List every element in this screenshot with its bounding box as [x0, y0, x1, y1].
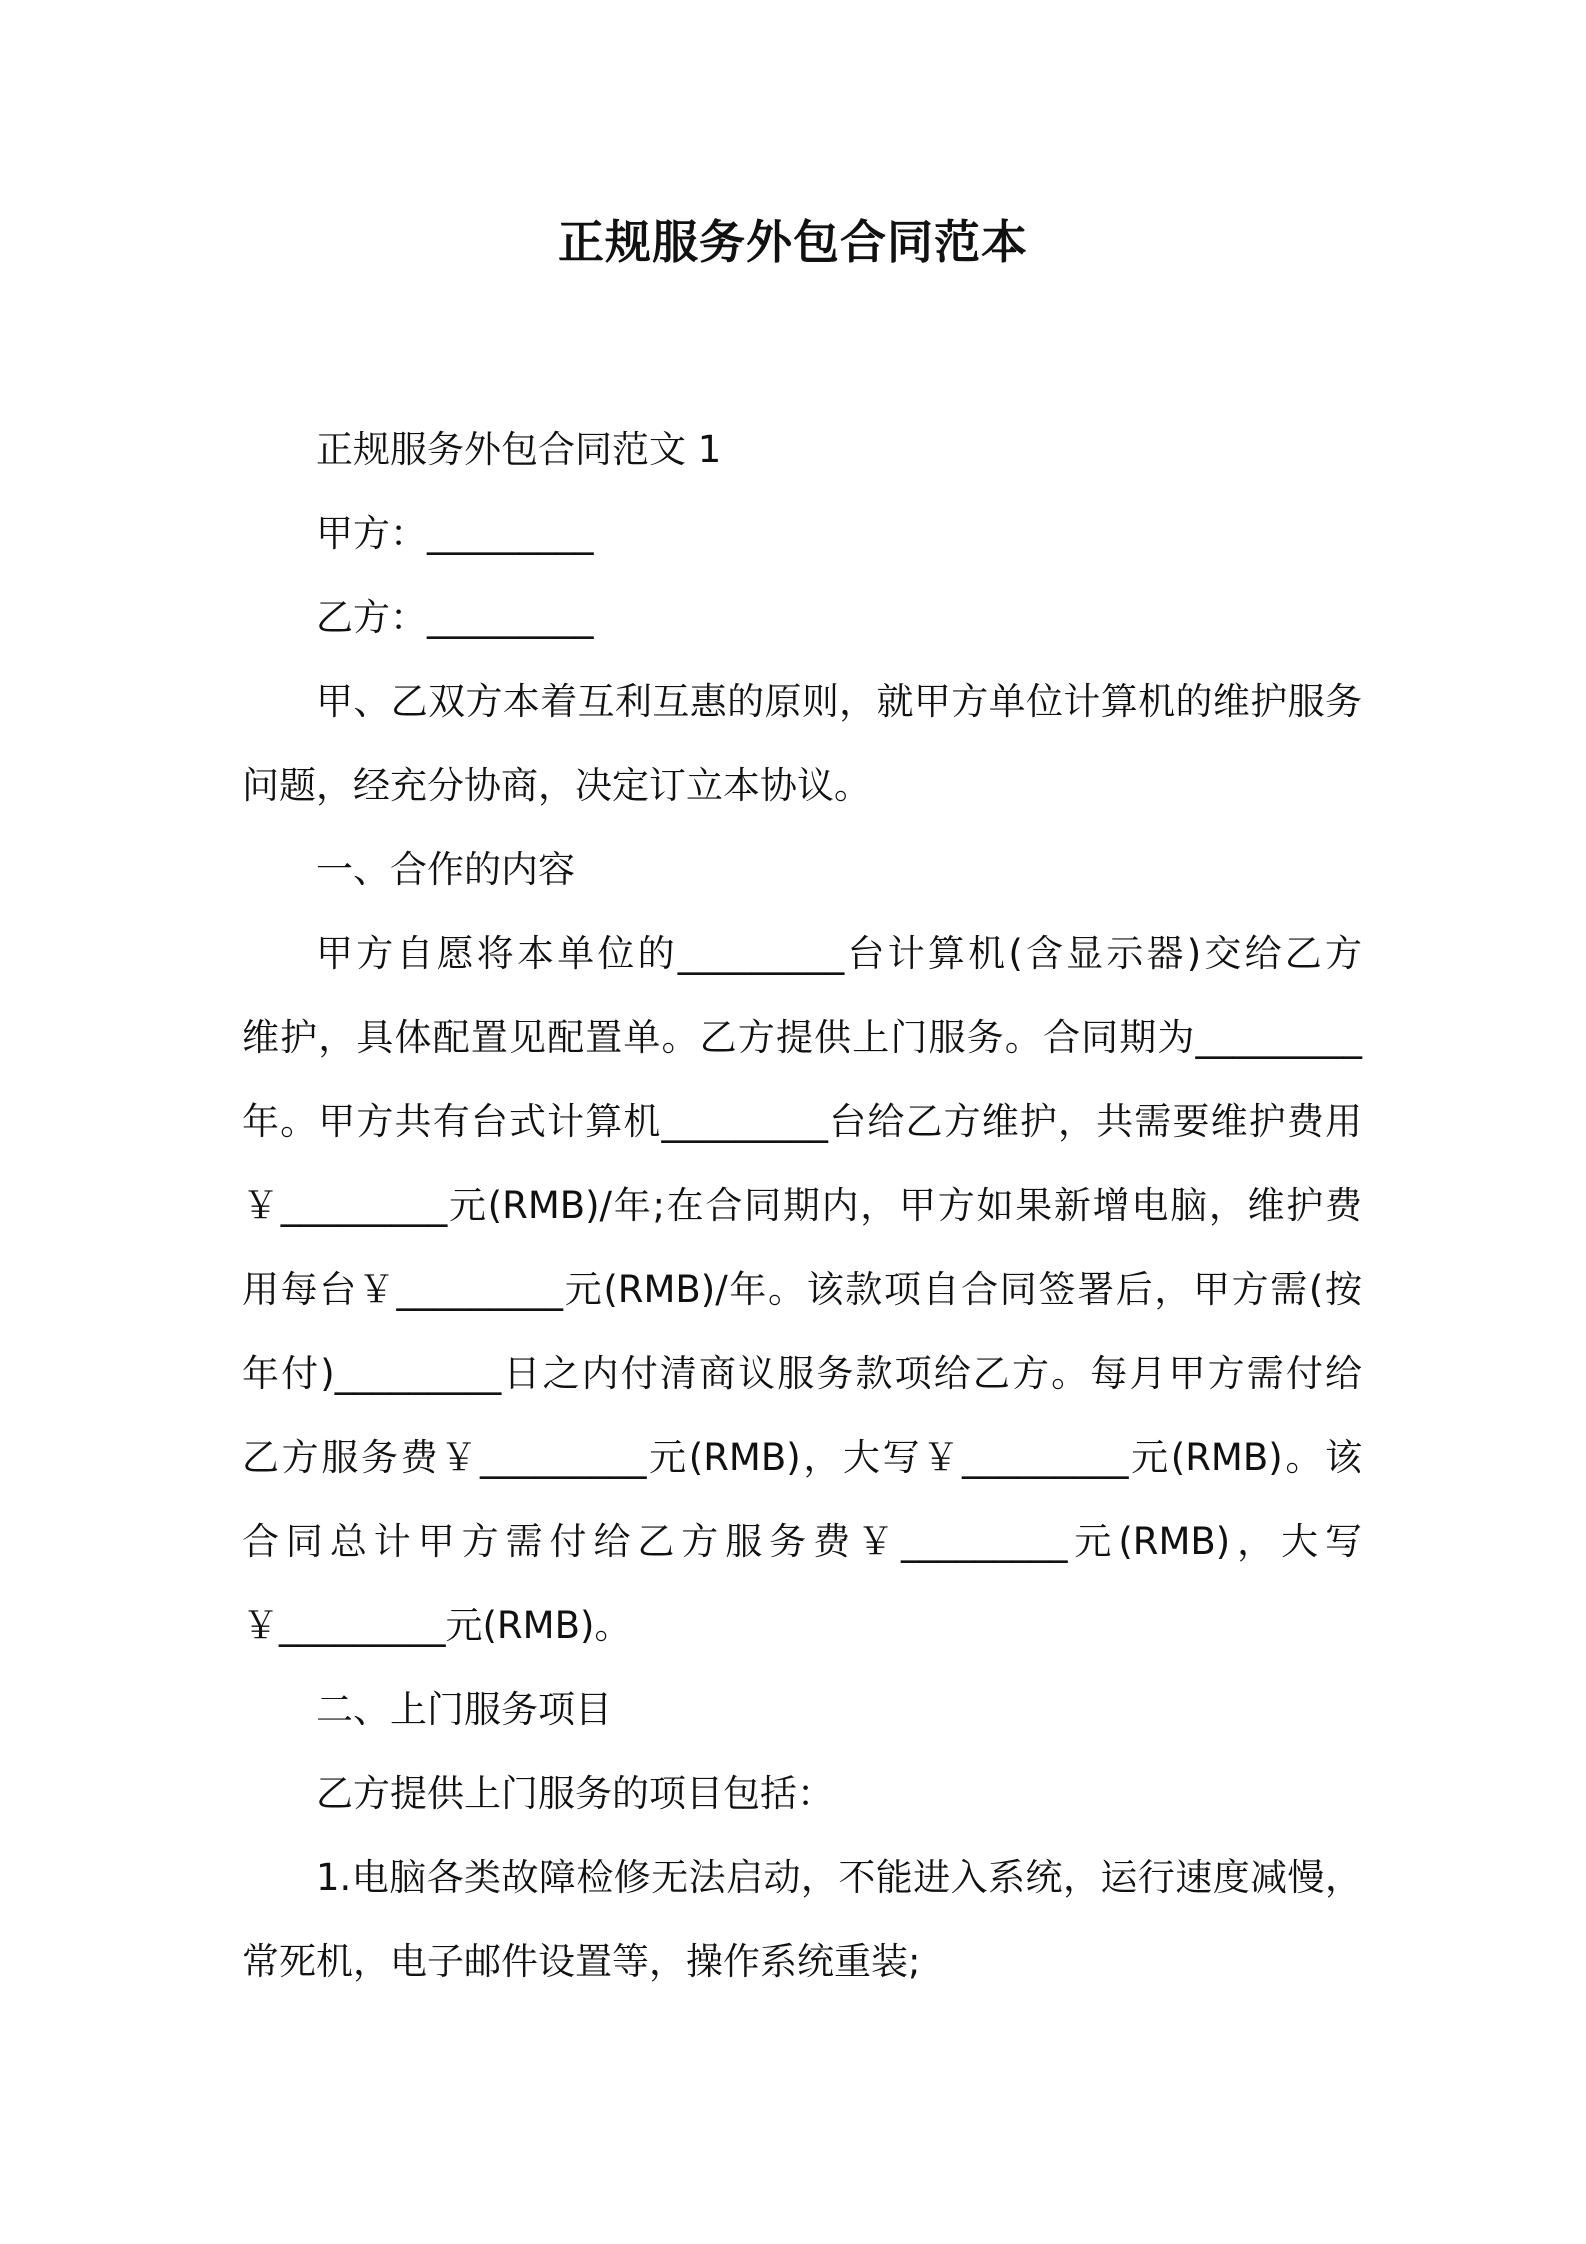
section-heading-1: 一、合作的内容 [316, 848, 575, 891]
section1-line-2: 维护，具体配置见配置单。乙方提供上门服务。合同期为_________ [242, 1016, 1362, 1059]
section1-line-7: 乙方服务费￥_________元(RMB)，大写￥_________元(RMB)。该 [242, 1436, 1362, 1479]
section-heading-2: 二、上门服务项目 [316, 1688, 612, 1731]
subtitle: 正规服务外包合同范文 1 [316, 428, 722, 471]
preamble-line-1: 甲、乙双方本着互利互惠的原则，就甲方单位计算机的维护服务 [316, 680, 1362, 723]
section1-line-3: 年。甲方共有台式计算机_________台给乙方维护，共需要维护费用 [242, 1100, 1362, 1143]
section1-line-4: ￥_________元(RMB)/年;在合同期内，甲方如果新增电脑，维护费 [242, 1184, 1362, 1227]
section1-line-8: 合同总计甲方需付给乙方服务费￥_________元(RMB)，大写 [242, 1520, 1362, 1563]
section1-line-1: 甲方自愿将本单位的_________台计算机(含显示器)交给乙方 [316, 932, 1362, 975]
party-a-line: 甲方：_________ [316, 512, 594, 555]
preamble-line-2: 问题，经充分协商，决定订立本协议。 [242, 764, 871, 807]
section2-intro: 乙方提供上门服务的项目包括： [316, 1772, 834, 1815]
document-title: 正规服务外包合同范本 [558, 215, 1028, 269]
party-b-line: 乙方：_________ [316, 596, 594, 639]
document-body [242, 408, 1362, 2004]
section1-line-5: 用每台￥_________元(RMB)/年。该款项自合同签署后，甲方需(按 [242, 1268, 1362, 1311]
section1-line-6: 年付)_________日之内付清商议服务款项给乙方。每月甲方需付给 [242, 1352, 1362, 1395]
section1-line-9: ￥_________元(RMB)。 [242, 1604, 632, 1647]
section2-item1-line-2: 常死机，电子邮件设置等，操作系统重装; [242, 1940, 921, 1983]
section2-item1-line-1: 1.电脑各类故障检修无法启动，不能进入系统，运行速度减慢， [316, 1856, 1362, 1899]
